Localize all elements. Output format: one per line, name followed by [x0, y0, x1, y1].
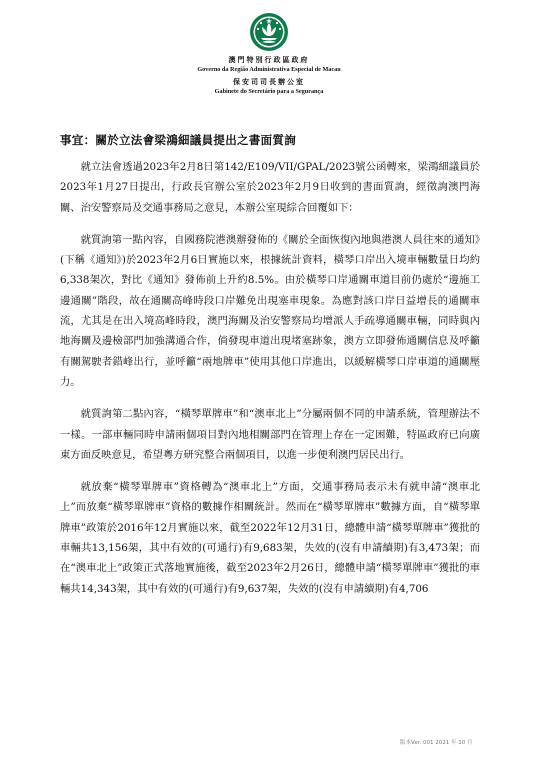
letterhead	[0, 12, 538, 95]
document-body	[60, 157, 480, 611]
paragraph-statistics: 就放棄“橫琴單牌車”資格轉為“澳車北上”方面，交通事務局表示未有就申請“澳車北上”而放棄“橫琴單牌車”資格的數據作相關統計。然而在“橫琴單牌車”數據方面，自“橫琴單牌車”政策於2016年12月實施以來，截至2022年12月31日，總體申請“橫琴單牌車”獲批的車輛共13,156架，其中有效的(可通行)有9,683架，失效的(沒有申請續期)有3,473架；而在“澳車北上”政策正式落地實施後，截至2023年2月26日，總體申請“橫琴單牌車”獲批的車輛共14,343架，其中有效的(可通行)有9,637架，失效的(沒有申請續期)有4,706	[60, 481, 480, 595]
government-name-pt: Governo da Região Administrativa Especial de Macau	[197, 66, 341, 73]
paragraph-point-1: 就質詢第一點內容，自國務院港澳辦發佈的《關於全面恢復內地與港澳人員往來的通知》(下稱《通知》)於2023年2月6日實施以來，根據統計資料，橫琴口岸出入境車輛數量日均約6,338架次，對比《通知》發佈前上升約8.5%。由於橫琴口岸通關車道目前仍處於“邊施工邊通關”階段，故在通關高峰時段口岸難免出現塞車現象。為應對該口岸日益增長的通關車流，尤其是在出入境高峰時段，澳門海關及治安警察局均增派人手疏導通關車輛，同時與內地海關及邊檢部門加強溝通合作，倘發現車道出現堵塞跡象，澳方立即發佈通關信息及呼籲有關駕駛者錯峰出行，並呼籲“兩地牌車”使用其他口岸進出，以緩解橫琴口岸車道的通關壓力。	[60, 233, 480, 388]
cabinet-name-zh: 保安司司長辦公室	[233, 77, 305, 86]
paragraph-intro: 就立法會透過2023年2月8日第142/E109/VII/GPAL/2023號公函轉來，梁鴻細議員於2023年1月27日提出，行政長官辦公室於2023年2月9日收到的書面質詢，經徵詢澳門海關、治安警察局及交通事務局之意見，本辦公室現綜合回覆如下：	[60, 161, 480, 214]
cabinet-name-pt: Gabinete do Secretário para a Segurança	[214, 88, 324, 95]
government-name-zh: 澳門特別行政區政府	[228, 55, 310, 64]
macau-emblem-icon	[249, 12, 289, 52]
document-subject: 事宜：關於立法會梁鴻細議員提出之書面質詢	[60, 133, 296, 147]
paragraph-point-2: 就質詢第二點內容，“橫琴單牌車”和“澳車北上”分屬兩個不同的申請系統，管理辦法不一樣。一部車輛同時申請兩個項目對內地相關部門在管理上存在一定困難，特區政府已向廣東方面反映意見，希望粵方研究整合兩個項目，以進一步便利澳門居民出行。	[60, 408, 480, 461]
version-footer: 版本Ver. 001 2021 年 10 月	[400, 740, 473, 746]
